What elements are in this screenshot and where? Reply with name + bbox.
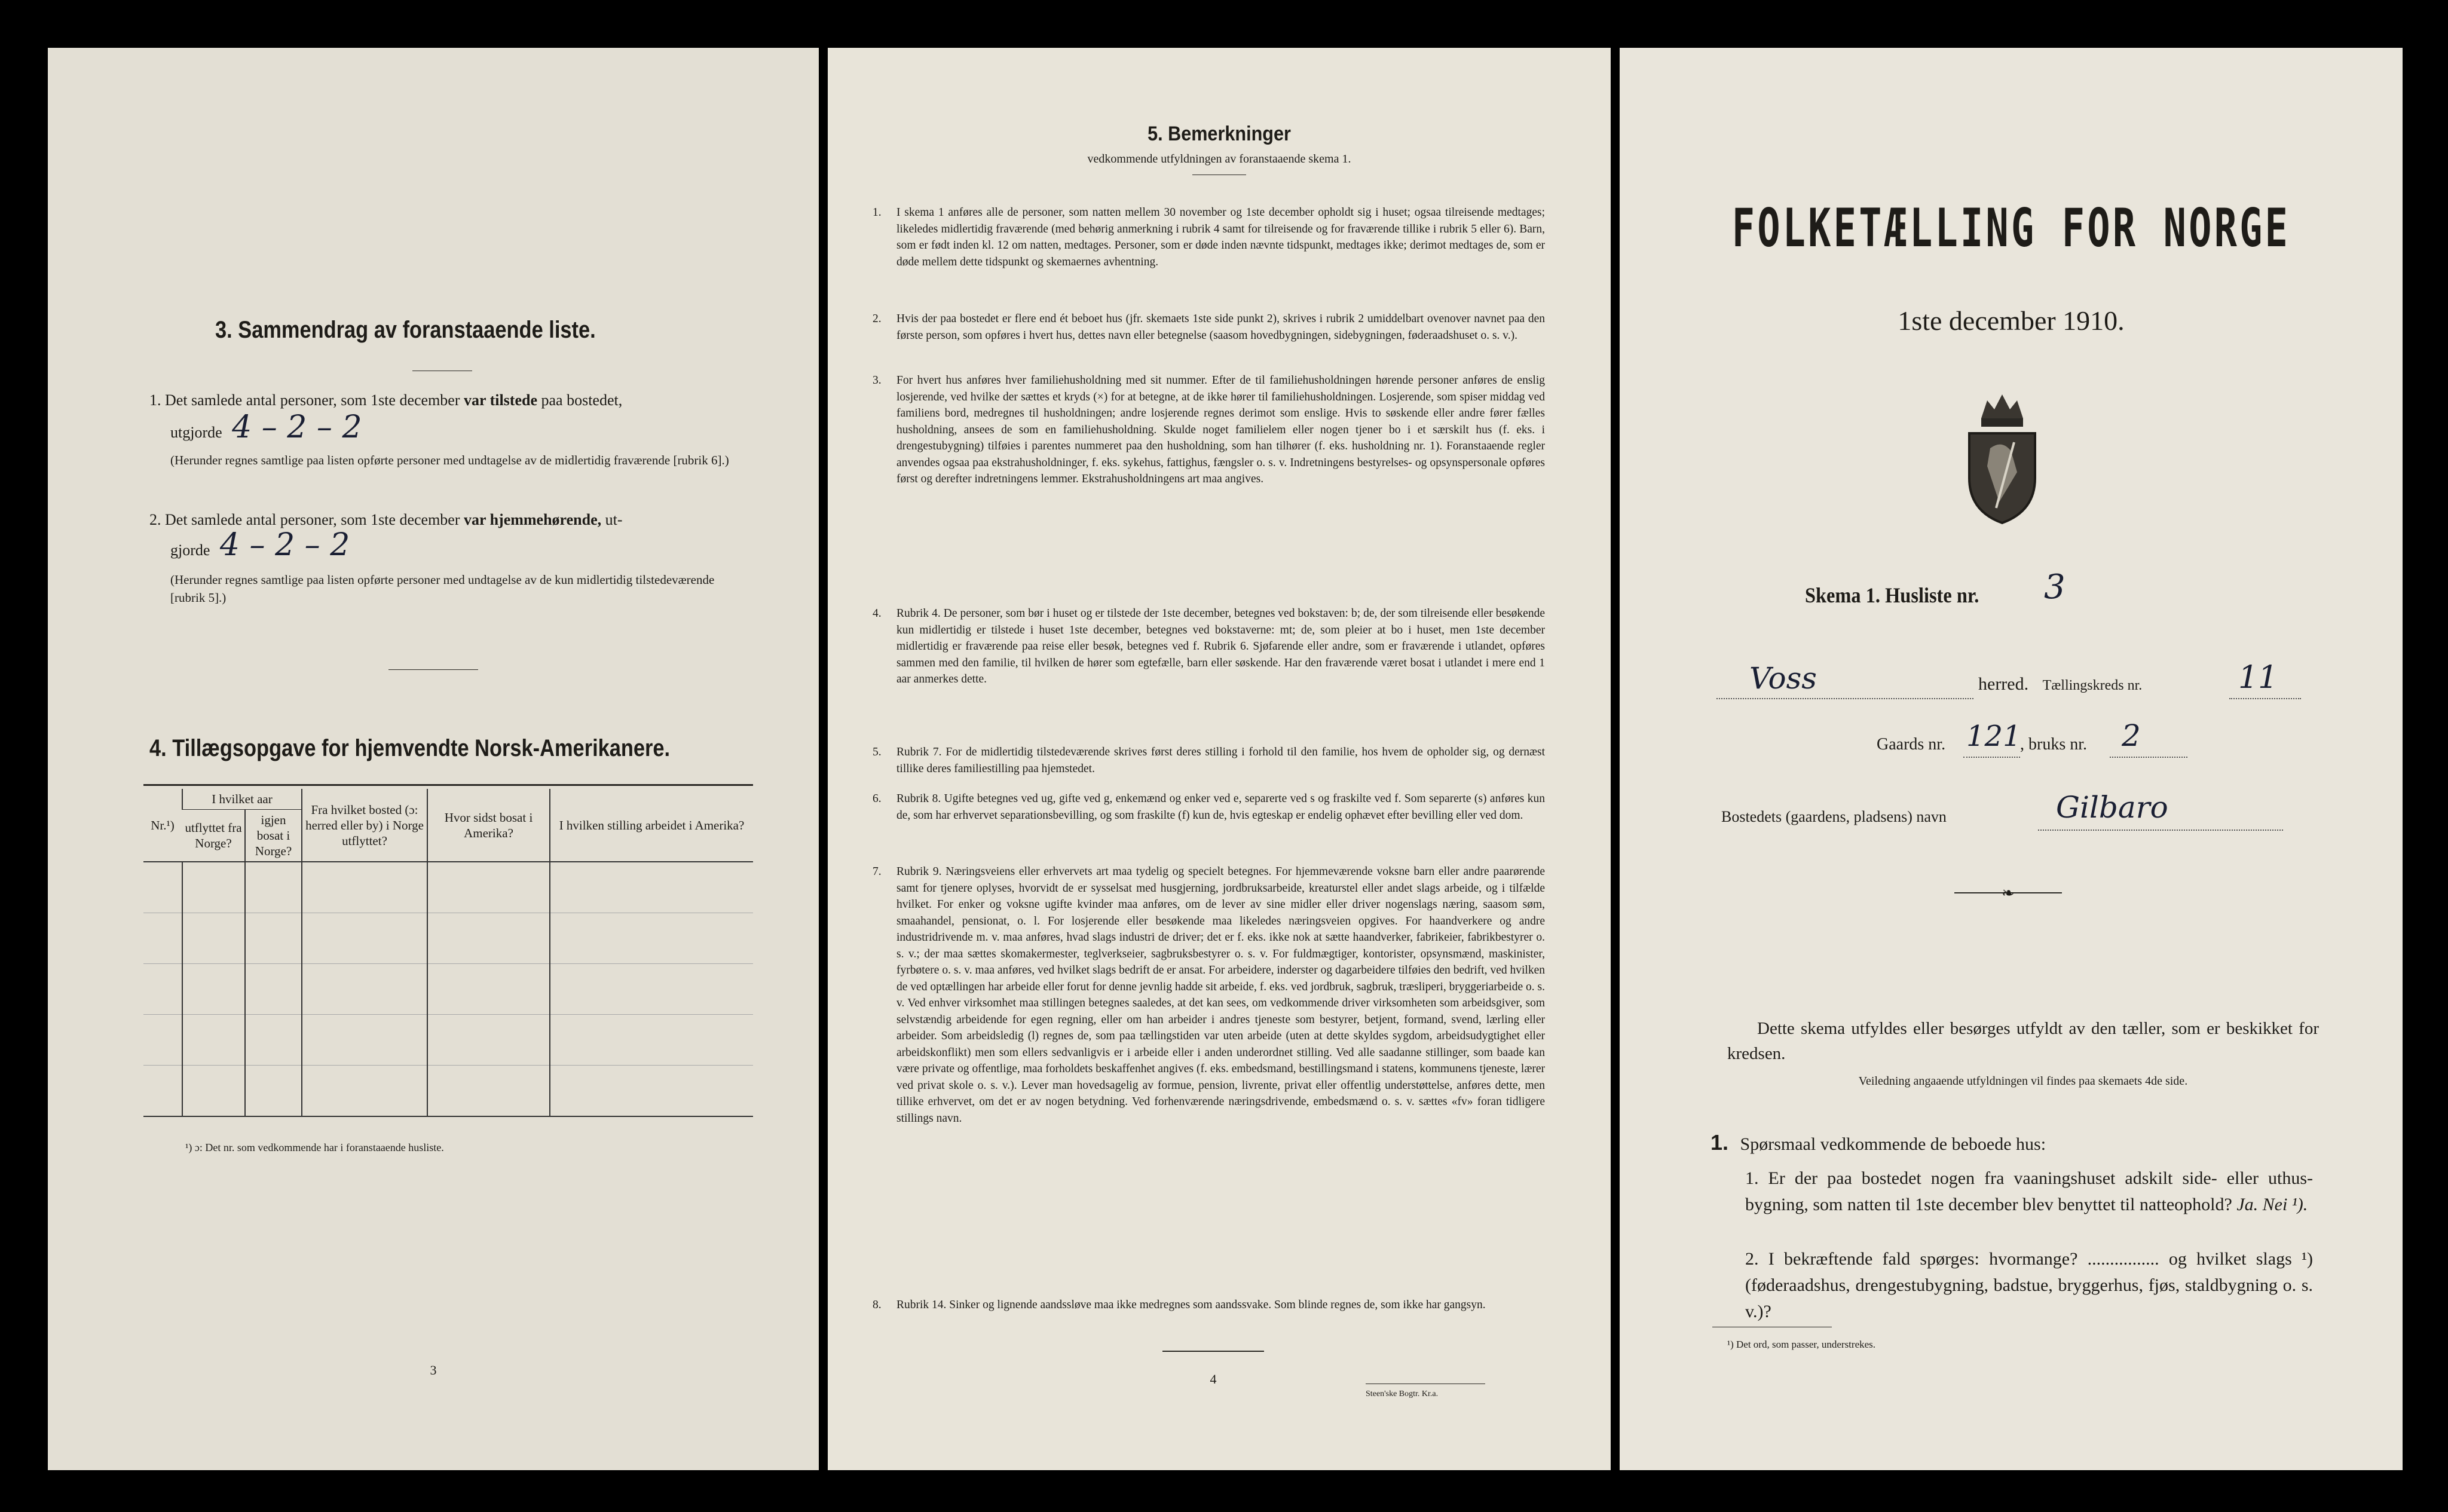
table-row [143,964,753,1015]
question-heading: 1. Spørsmaal vedkommende de beboede hus: [1710,1130,2046,1155]
norsk-amerikanere-table [143,789,753,1117]
section-4-title: 4. Tillægsopgave for hjemvendte Norsk-Amerikanere. [149,735,671,761]
summary-item-1: 1. Det samlede antal personer, som 1ste december var tilstede paa bostedet, [149,391,623,409]
question-1: 1. Er der paa bostedet nogen fra vaaningshuset adskilt side- eller uthus-bygning, som natten til 1ste december blev benyttet til natteophold? Ja. Nei ¹). [1745,1168,2313,1214]
remarks-subtitle: vedkommende utfyldningen av foranstaaende skema 1. [1087,152,1351,166]
remark-1: 1. I skema 1 anføres alle de personer, som natten mellem 30 november og 1ste december opholdt sig i huset; ogsaa tilreisende medtages; likeledes midlertidig fraværende (med behørig anmerkning i rubrik 4 samt for tilreisende og for fraværende tillike i rubrik 5 eller 6). Barn, som er født inden kl. 12 om natten, medtages. Personer, som er døde inden nævnte tidspunkt, medtages ikke; derimot medtages de, som er døde mellem dette tidspunkt og skemaernes avhentning. [873,206,1545,268]
remark-7: 7. Rubrik 9. Næringsveiens eller erhvervets art maa tydelig og specielt betegnes. For hjemmeværende voksne barn eller andre paarørende samt for tjenere oplyses, hvorvidt de er sysselsat med husgjerning, jordbruksarbeide, kreaturstel eller andet slags arbeide, og i tilfælde hvilket. For enker og voksne ugifte kvinder maa anføres, om de lever av sine midler eller driver nogenslags næring, saasom søm, smaahandel, pensionat, o. l. For losjerende eller besøkende maa likeledes næringsveien opgives. For haandverkere og andre industridrivende m. v. maa anføres, hvad slags industri de driver; det er f. eks. ikke nok at sætte haandverker, fabrikeier, fabrikbestyrer o. s. v.; der maa sættes skomakermester, teglverkseier, sagbruksbestyrer o. s. v. For fuldmægtiger, kontorister, opsynsmænd, maskinister, fyrbøtere o. s. v. maa anføres, ved hvilket slags bedrift de er ansat. For arbeidere, inderster og dagarbeidere tilføies den bedrift, ved hvilken de ved optællingen har arbeide eller forut for denne jevnlig hadde sit arbeide, f. eks. ved jordbruk, sagbruk, træsliperi, bryggeriarbeide o. s. v. Ved enhver virksomhet maa stillingen betegnes saaledes, at det kan sees, om vedkommende driver virksomheten som arbeidsgiver, som selvstændig arbeidende for egen regning, eller om han arbeider i andres tjeneste som bestyrer, betjent, formand, svend, lærling eller arbeider. Som arbeidsledig (l) regnes de, som paa tællingstiden var uten arbeide (uten at dette skyldes sygdom, arbeidsudygtighet eller arbeidskonflikt) men som ellers sedvanligvis er i arbeide eller i anden underordnet stilling. Ved alle saadanne stillinger, som baade kan være private og offentlige, maa forholdets beskaffenhet angives (f. eks. embedsmand, bestillingsmand i statens, kommunens tjeneste, lærer ved privat skole o. s. v.). Lever man hovedsagelig av formue, pension, livrente, privat eller offentlig understøttelse, anføres dette, men tillike erhvervet, om det er av nogen betydning. Ved forhenværende næringsdrivende, embedsmænd o. s. v. sættes «fv» foran tidligere stillings navn. [873,865,1545,1125]
col-nr: Nr.¹) [143,789,182,862]
bruks-field [2110,718,2187,758]
printer-mark: Steen'ske Bogtr. Kr.a. [1366,1389,1439,1398]
col-position: I hvilken stilling arbeidet i Amerika? [550,789,753,862]
herred-value: Voss [1749,661,1817,696]
section-3-title: 3. Sammendrag av foranstaaende liste. [215,317,596,343]
bruks-value: 2 [2122,718,2141,753]
page-number: 3 [430,1363,437,1378]
husliste-number: 3 [2044,568,2066,607]
handwritten-resident-count: 4 – 2 – 2 [219,527,350,563]
page-1 [1620,48,2403,1470]
summary-item-1-line2: utgjorde 4 – 2 – 2 [170,409,362,445]
norwegian-coat-of-arms-icon [1957,382,2047,526]
instruction-text: Dette skema utfyldes eller besørges utfyldt av den tæller, som er beskikket for kredsen. [1727,1019,2319,1063]
bosted-label: Bostedets (gaardens, pladsens) navn [1721,808,1947,825]
remarks-title: 5. Bemerkninger [1148,123,1291,145]
remark-8: 8. Rubrik 14. Sinker og lignende aandssløve maa ikke medregnes som aandssvake. Som blinde regnes de, som ikke har gangsyn. [873,1299,1486,1311]
table-footnote: ¹) ɔ: Det nr. som vedkommende har i foranstaaende husliste. [185,1141,444,1153]
page-4 [828,48,1611,1470]
kreds-field [2229,660,2301,699]
col-from-where: Fra hvilket bosted (ɔ: herred eller by) i Norge utflyttet? [302,789,427,862]
col-last-residence: Hvor sidst bosat i Amerika? [427,789,550,862]
remark-5: 5. Rubrik 7. For de midlertidig tilstedeværende skrives først deres stilling i forhold til den familie, hos hvem de opholder sig, og dernæst tillike deres familiestilling paa hjemstedet. [873,746,1545,775]
remark-2: 2. Hvis der paa bostedet er flere end ét beboet hus (jfr. skemaets 1ste side punkt 2), skrives i rubrik 2 umiddelbart ovenover navnet paa den første person, som opføres i hvert hus, dettes navn eller betegnelse (saasom hovedbygningen, sidebygningen, føderaadshuset o. s. v.). [873,313,1545,342]
kreds-value: 11 [2238,660,2278,696]
handwritten-present-count: 4 – 2 – 2 [232,409,362,445]
gaards-label: Gaards nr. [1877,735,1946,754]
divider [388,669,478,670]
page-number: 4 [1210,1372,1217,1386]
col-emigrated: utflyttet fra Norge? [182,810,245,862]
table-row [143,862,753,913]
question-2: 2. I bekræftende fald spørges: hvormange? ................ og hvilket slags ¹) (føderaadshus, drengestubygning, badstue, bryggerhus, fjøs, staldbygning o. s. v.)? [1745,1249,2313,1321]
summary-item-2-line2: gjorde 4 – 2 – 2 [170,527,350,563]
census-title: FOLKETÆLLING FOR NORGE [1731,197,2291,259]
gaards-field [1963,720,2021,758]
remark-6: 6. Rubrik 8. Ugifte betegnes ved ug, gifte ved g, enkemænd og enker ved e, separerte ved s og fraskilte ved f. Som separerte (s) anføres kun de, som har erhvervet separationsbevilling, og som fraskilte (f) kun de, hvis egteskap er endelig ophævet efter bevilling eller ved dom. [873,792,1545,822]
bosted-field [2038,790,2283,831]
table-row [143,913,753,964]
table-row [143,1015,753,1066]
page1-footnote: ¹) Det ord, som passer, understrekes. [1727,1339,1876,1350]
summary-item-1-note: (Herunder regnes samtlige paa listen opførte personer med undtagelse av de midlertidig fraværende [rubrik 6].) [170,453,729,467]
ornament-icon: ❧ [2002,884,2015,902]
col-returned: igjen bosat i Norge? [245,810,302,862]
herred-field [1716,661,1973,699]
table-top-rule [143,784,753,786]
summary-item-2: 2. Det samlede antal personer, som 1ste december var hjemmehørende, ut- [149,511,623,528]
schema-label: Skema 1. Husliste nr. [1805,583,1979,607]
gaards-value: 121 [1966,720,2021,753]
page-3 [48,48,819,1470]
remark-3: 3. For hvert hus anføres hver familiehusholdning med sit nummer. Efter de til familiehusholdningen hørende personer anføres de enslig losjerende, ved hvilke der sættes et kryds (×) for at betegne, at de ikke hører til familiehusholdningen. Losjerende, som spiser middag ved familiens bord, medregnes til husholdningen; andre losjerende regnes derimot som enslige. Hvis to søskende eller andre fører fælles husholdning, ansees de som en familiehusholdning. Skulde noget familielem eller nogen tjener bo i et særskilt hus (f. eks. i drengestubygning) tilføies i parentes nummeret paa den husholdning, som han tilhører (f. eks. husholdning nr. 1). Foranstaaende regler anvendes ogsaa paa ekstrahusholdninger, f. eks. sykehus, fattighus, fængsler o. s. v. Indretningens bestyrelses- og opsynspersonale opføres først og derefter indretningens lemmer. Ekstrahusholdningens art maa angives. [873,374,1545,485]
remark-4: 4. Rubrik 4. De personer, som bør i huset og er tilstede der 1ste december, betegnes ved bokstaven: b; de, der som tilreisende eller besøkende kun midlertidig er tilstede i huset 1ste december, betegnes ved bokstaverne: mt; de, som pleier at bo i huset, men 1ste december midlertidig er fraværende paa reise eller besøk, betegnes ved f. Rubrik 6. Sjøfarende eller andre, som er fraværende i utlandet, opføres sammen med den familie, til hvilken de hører som egtefælle, barn eller søskende. Har den fraværende været bosat i utlandet i mere end 1 aar anmerkes dette. [873,607,1545,685]
table-row [143,1066,753,1117]
herred-label: herred. Tællingskreds nr. [1978,674,2143,694]
divider [1162,1351,1264,1352]
col-group-year: I hvilket aar [182,789,302,810]
census-date: 1ste december 1910. [1898,305,2125,336]
bruks-label: , bruks nr. [2020,735,2087,754]
summary-item-2-note: (Herunder regnes samtlige paa listen opførte personer med undtagelse av de kun midlertidig tilstedeværende [rubrik 5].) [170,573,715,605]
bosted-value: Gilbaro [2056,790,2168,825]
guidance-text: Veiledning angaaende utfyldningen vil findes paa skemaets 4de side. [1858,1075,2188,1088]
